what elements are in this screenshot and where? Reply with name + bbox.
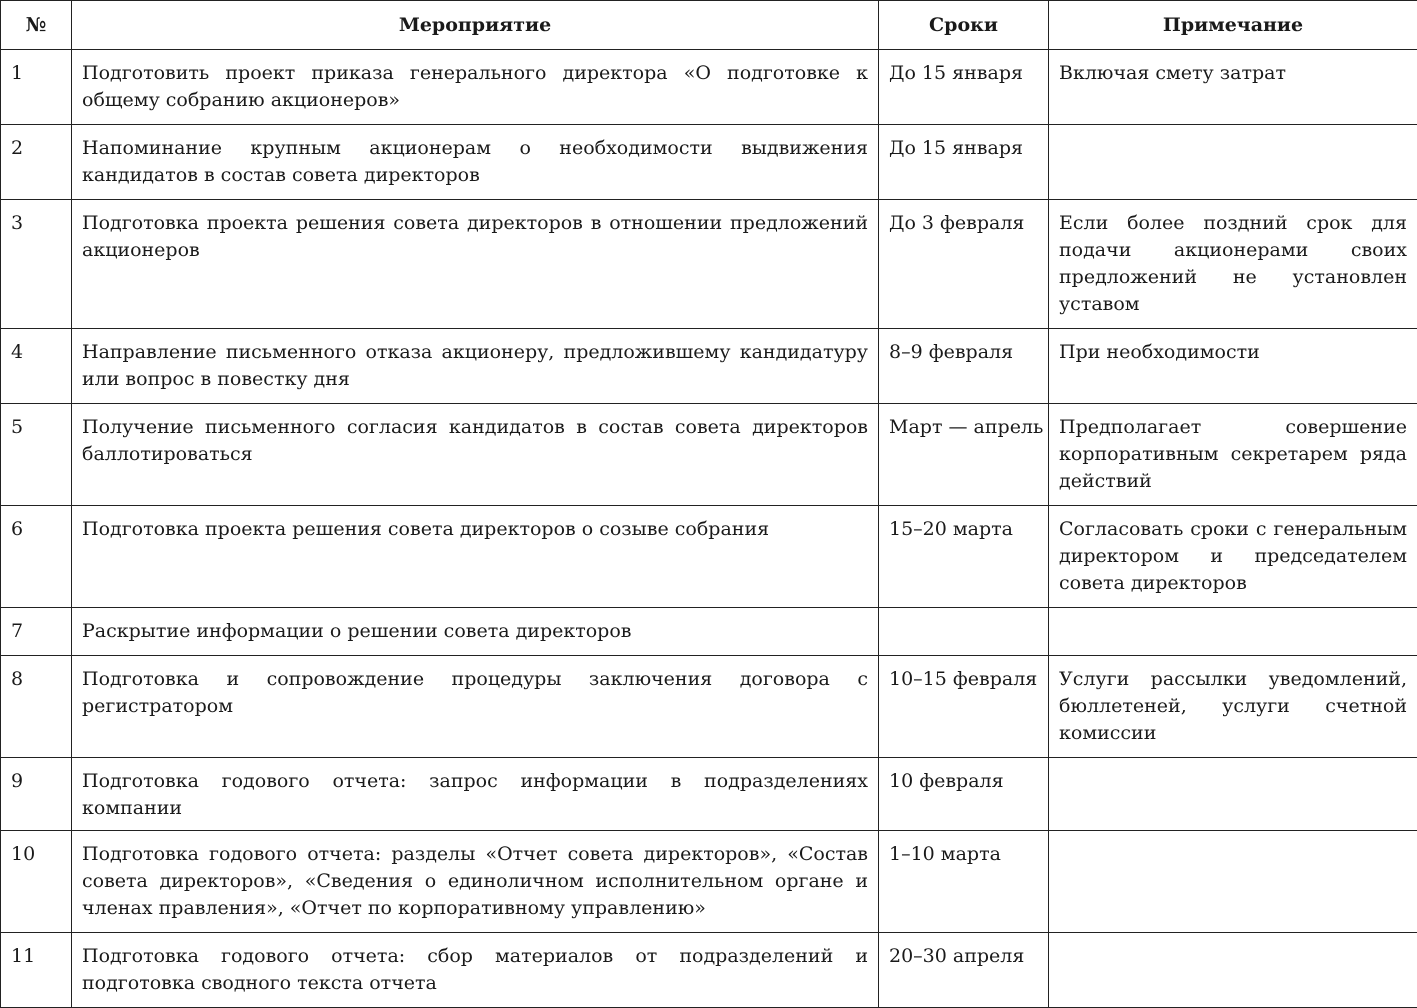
row-note [1049,933,1417,1008]
row-activity: Получение письменного согласия кандидатов в состав совета директоров баллотироваться [72,404,879,506]
row-note: Предполагает совершение корпоративным секретарем ряда действий [1049,404,1417,506]
header-note: Примечание [1049,1,1417,50]
row-activity: Подготовка и сопровождение процедуры заключения договора с регистратором [72,656,879,758]
row-note: Включая смету затрат [1049,50,1417,125]
row-note: При необходимости [1049,329,1417,404]
table-row [1,329,1417,404]
row-number: 7 [1,608,72,656]
row-number: 2 [1,125,72,200]
row-activity: Подготовка проекта решения совета директоров о созыве собрания [72,506,879,608]
row-deadline: До 15 января [879,125,1049,200]
row-deadline: До 3 февраля [879,200,1049,329]
row-activity: Направление письменного отказа акционеру, предложившему кандидатуру или вопрос в повестку дня [72,329,879,404]
table-row [1,831,1417,933]
row-deadline: Март — апрель [879,404,1049,506]
row-activity: Подготовка проекта решения совета директоров в отношении предложений акционеров [72,200,879,329]
row-activity: Подготовка годового отчета: запрос информации в подразделениях компании [72,758,879,831]
row-number: 5 [1,404,72,506]
row-deadline: 20–30 апреля [879,933,1049,1008]
row-note: Если более поздний срок для подачи акционерами своих предложений не установлен уставом [1049,200,1417,329]
row-number: 8 [1,656,72,758]
row-note [1049,125,1417,200]
row-number: 10 [1,831,72,933]
header-number: № [1,1,72,50]
row-note [1049,831,1417,933]
row-activity: Подготовка годового отчета: разделы «Отчет совета директоров», «Состав совета директоров», «Сведения о единоличном исполнительном органе и членах правления», «Отчет по корпоративному управлению» [72,831,879,933]
table-header-row [1,1,1417,50]
table-row [1,656,1417,758]
header-deadline: Сроки [879,1,1049,50]
row-note [1049,758,1417,831]
header-activity: Мероприятие [72,1,879,50]
row-number: 1 [1,50,72,125]
row-deadline [879,608,1049,656]
row-activity: Подготовка годового отчета: сбор материалов от подразделений и подготовка сводного текста отчета [72,933,879,1008]
table-row [1,404,1417,506]
table-row [1,200,1417,329]
table-row [1,50,1417,125]
table-row [1,506,1417,608]
row-note: Услуги рассылки уведомлений, бюллетеней, услуги счетной комиссии [1049,656,1417,758]
row-number: 11 [1,933,72,1008]
row-number: 9 [1,758,72,831]
table-row [1,758,1417,831]
row-number: 4 [1,329,72,404]
row-activity: Раскрытие информации о решении совета директоров [72,608,879,656]
row-deadline: 1–10 марта [879,831,1049,933]
row-deadline: 10 февраля [879,758,1049,831]
row-activity: Напоминание крупным акционерам о необходимости выдвижения кандидатов в состав совета директоров [72,125,879,200]
row-note: Согласовать сроки с генеральным директором и председателем совета директоров [1049,506,1417,608]
table-row [1,933,1417,1008]
row-number: 6 [1,506,72,608]
row-deadline: 10–15 февраля [879,656,1049,758]
table-row [1,125,1417,200]
row-number: 3 [1,200,72,329]
row-deadline: 15–20 марта [879,506,1049,608]
row-deadline: 8–9 февраля [879,329,1049,404]
table-row [1,608,1417,656]
row-note [1049,608,1417,656]
row-deadline: До 15 января [879,50,1049,125]
row-activity: Подготовить проект приказа генерального директора «О подготовке к общему собранию акционеров» [72,50,879,125]
